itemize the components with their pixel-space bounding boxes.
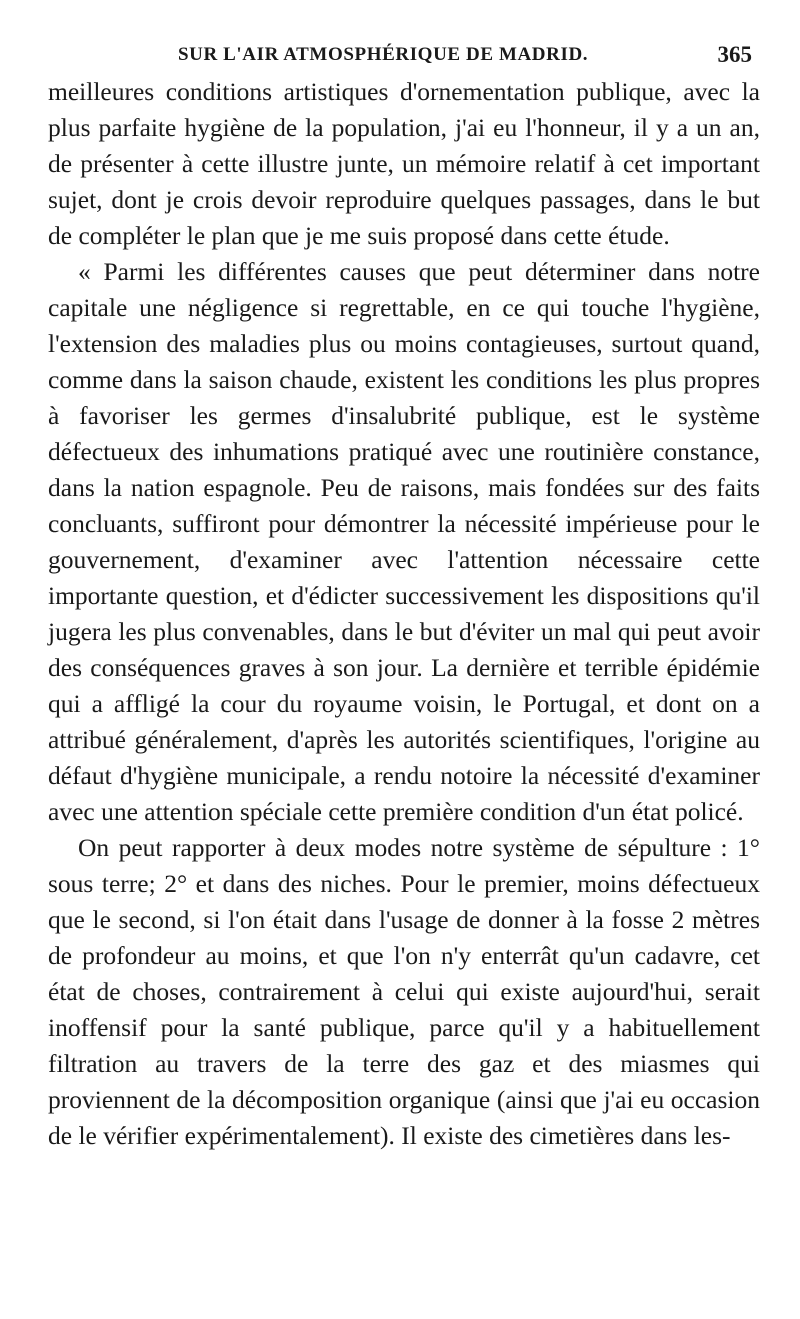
paragraph-burial-modes: On peut rapporter à deux modes notre système de sépulture : 1° sous terre; 2° et dans des niches. Pour le premier, moins défectueux que le second, si l'on était dans l'usage de donner à la fosse 2 mètres de profondeur au moins, et que l'on n'y enterrât qu'un cadavre, cet état de choses, contrairement à celui qui existe aujourd'hui, serait inoffensif pour la santé publique, parce qu'il y a habituellement filtration au travers de la terre des gaz et des miasmes qui proviennent de la décomposition organique (ainsi que j'ai eu occasion de le vérifier expérimentalement). Il existe des cimetières dans les- bbox=[48, 833, 760, 1150]
page-number: 365 bbox=[717, 42, 752, 67]
running-head bbox=[48, 0, 760, 74]
body-text bbox=[48, 74, 760, 1154]
paragraph-quoted-memoir: « Parmi les différentes causes que peut déterminer dans notre capitale une négligence si regrettable, en ce qui touche l'hygiène, l'extension des maladies plus ou moins contagieuses, surtout quand, comme dans la saison chaude, existent les conditions les plus propres à favoriser les germes d'insalubrité publique, est le système défectueux des inhumations pratiqué avec une routinière constance, dans la nation espagnole. Peu de raisons, mais fondées sur des faits concluants, suffiront pour démontrer la nécessité impérieuse pour le gouvernement, d'examiner avec l'attention nécessaire cette importante question, et d'édicter successivement les dispositions qu'il jugera les plus convenables, dans le but d'éviter un mal qui peut avoir des conséquences graves à son jour. La dernière et terrible épidémie qui a affligé la cour du royaume voisin, le Portugal, et dont on a attribué généralement, d'après les autorités scientifiques, l'origine au défaut d'hygiène municipale, a rendu notoire la nécessité d'examiner avec une attention spéciale cette première condition d'un état policé. bbox=[48, 257, 760, 826]
running-title: SUR L'AIR ATMOSPHÉRIQUE DE MADRID. bbox=[178, 44, 589, 65]
paragraph-continuation: meilleures conditions artistiques d'ornementation publique, avec la plus parfaite hygiène de la population, j'ai eu l'honneur, il y a un an, de présenter à cette illustre junte, un mémoire relatif à cet important sujet, dont je crois devoir reproduire quelques passages, dans le but de compléter le plan que je me suis proposé dans cette étude. bbox=[48, 77, 760, 250]
